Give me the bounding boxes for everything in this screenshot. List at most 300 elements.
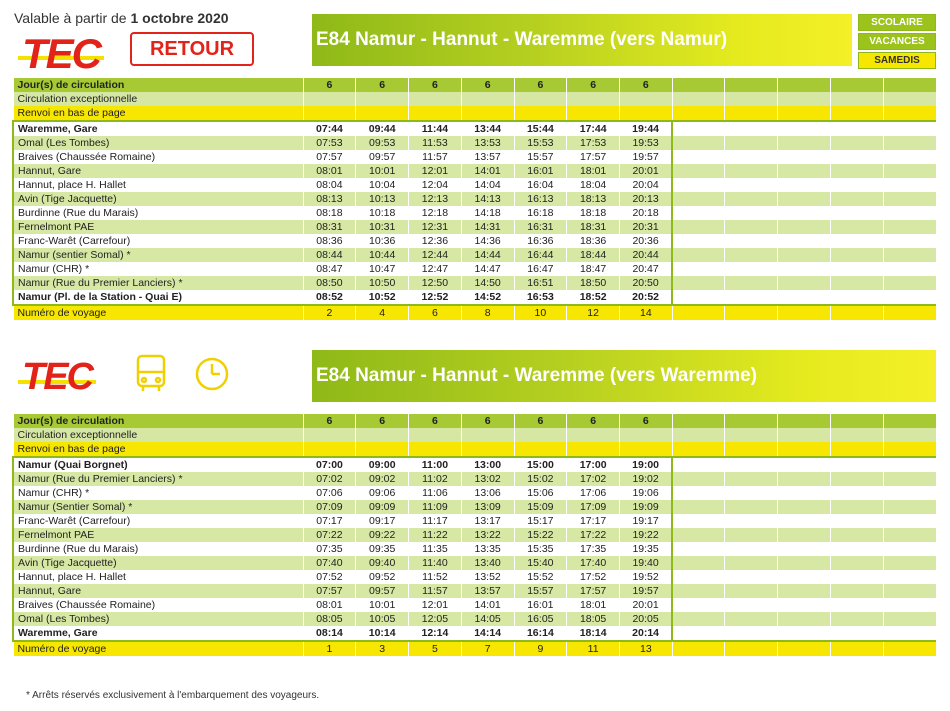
empty-cell xyxy=(778,248,831,262)
empty-cell xyxy=(883,178,936,192)
departure-time: 08:13 xyxy=(303,192,356,206)
stop-row xyxy=(13,598,936,612)
departure-time: 15:35 xyxy=(514,542,567,556)
departure-time: 12:01 xyxy=(409,164,462,178)
header-cell xyxy=(409,92,462,106)
stop-name: Braives (Chaussée Romaine) xyxy=(13,598,303,612)
empty-cell xyxy=(830,626,883,641)
departure-time: 13:22 xyxy=(461,528,514,542)
departure-time: 18:04 xyxy=(567,178,620,192)
empty-cell xyxy=(883,528,936,542)
empty-cell xyxy=(883,121,936,136)
stop-row xyxy=(13,500,936,514)
departure-time: 18:18 xyxy=(567,206,620,220)
departure-time: 09:06 xyxy=(356,486,409,500)
stop-row xyxy=(13,528,936,542)
header-cell xyxy=(303,92,356,106)
empty-cell xyxy=(725,248,778,262)
stop-name: Namur (Rue du Premier Lanciers) * xyxy=(13,472,303,486)
empty-cell xyxy=(778,164,831,178)
empty-cell xyxy=(883,206,936,220)
empty-cell xyxy=(830,428,883,442)
empty-cell xyxy=(830,234,883,248)
empty-cell xyxy=(672,220,725,234)
departure-time: 14:36 xyxy=(461,234,514,248)
empty-cell xyxy=(672,472,725,486)
departure-time: 07:53 xyxy=(303,136,356,150)
departure-time: 13:06 xyxy=(461,486,514,500)
empty-cell xyxy=(830,136,883,150)
empty-cell xyxy=(725,192,778,206)
stop-name: Hannut, place H. Hallet xyxy=(13,178,303,192)
departure-time: 16:31 xyxy=(514,220,567,234)
empty-cell xyxy=(883,626,936,641)
empty-cell xyxy=(830,78,883,92)
empty-cell xyxy=(830,305,883,320)
empty-cell xyxy=(830,528,883,542)
departure-time: 20:14 xyxy=(619,626,672,641)
departure-time: 10:44 xyxy=(356,248,409,262)
stop-row xyxy=(13,234,936,248)
departure-time: 08:47 xyxy=(303,262,356,276)
empty-cell xyxy=(778,234,831,248)
departure-time: 10:01 xyxy=(356,598,409,612)
departure-time: 13:17 xyxy=(461,514,514,528)
empty-cell xyxy=(830,164,883,178)
departure-time: 10:31 xyxy=(356,220,409,234)
timetable-to-namur xyxy=(12,78,936,320)
departure-time: 12:50 xyxy=(409,276,462,290)
departure-time: 07:44 xyxy=(303,121,356,136)
empty-cell xyxy=(883,276,936,290)
empty-cell xyxy=(778,584,831,598)
departure-time: 13:57 xyxy=(461,584,514,598)
empty-cell xyxy=(778,92,831,106)
departure-time: 11:57 xyxy=(409,584,462,598)
departure-time: 19:57 xyxy=(619,150,672,164)
stop-row xyxy=(13,542,936,556)
empty-cell xyxy=(778,136,831,150)
empty-cell xyxy=(725,220,778,234)
stop-row xyxy=(13,164,936,178)
departure-time: 13:40 xyxy=(461,556,514,570)
stop-name: Avin (Tige Jacquette) xyxy=(13,556,303,570)
departure-time: 11:02 xyxy=(409,472,462,486)
stop-row xyxy=(13,178,936,192)
header-row xyxy=(13,92,936,106)
departure-time: 09:02 xyxy=(356,472,409,486)
departure-time: 07:57 xyxy=(303,584,356,598)
departure-time: 19:09 xyxy=(619,500,672,514)
empty-cell xyxy=(725,262,778,276)
departure-time: 14:44 xyxy=(461,248,514,262)
empty-cell xyxy=(830,414,883,428)
empty-cell xyxy=(830,486,883,500)
departure-time: 16:44 xyxy=(514,248,567,262)
departure-time: 13:35 xyxy=(461,542,514,556)
departure-time: 18:05 xyxy=(567,612,620,626)
voyage-number: 8 xyxy=(461,305,514,320)
departure-time: 08:52 xyxy=(303,290,356,305)
voyage-row xyxy=(13,641,936,656)
departure-time: 12:47 xyxy=(409,262,462,276)
header-cell xyxy=(514,92,567,106)
departure-time: 14:05 xyxy=(461,612,514,626)
departure-time: 11:22 xyxy=(409,528,462,542)
stop-name: Hannut, Gare xyxy=(13,584,303,598)
header-cell xyxy=(619,106,672,121)
row-label: Circulation exceptionnelle xyxy=(13,92,303,106)
legend-scolaire: SCOLAIRE xyxy=(858,14,936,31)
departure-time: 08:01 xyxy=(303,598,356,612)
departure-time: 19:40 xyxy=(619,556,672,570)
empty-cell xyxy=(883,78,936,92)
route-title-banner: E84 Namur - Hannut - Waremme (vers Namur) xyxy=(312,14,852,66)
empty-cell xyxy=(725,472,778,486)
stop-row xyxy=(13,136,936,150)
stop-row xyxy=(13,150,936,164)
departure-time: 12:36 xyxy=(409,234,462,248)
departure-time: 12:18 xyxy=(409,206,462,220)
header-cell xyxy=(356,442,409,457)
departure-time: 19:52 xyxy=(619,570,672,584)
empty-cell xyxy=(830,457,883,472)
departure-time: 08:36 xyxy=(303,234,356,248)
empty-cell xyxy=(672,164,725,178)
departure-time: 20:04 xyxy=(619,178,672,192)
empty-cell xyxy=(778,305,831,320)
departure-time: 18:36 xyxy=(567,234,620,248)
departure-time: 10:18 xyxy=(356,206,409,220)
stop-row xyxy=(13,290,936,305)
stop-name: Namur (Quai Borgnet) xyxy=(13,457,303,472)
empty-cell xyxy=(830,178,883,192)
empty-cell xyxy=(830,106,883,121)
stop-row xyxy=(13,486,936,500)
header-cell xyxy=(461,442,514,457)
empty-cell xyxy=(778,178,831,192)
departure-time: 19:00 xyxy=(619,457,672,472)
empty-cell xyxy=(778,290,831,305)
empty-cell xyxy=(883,612,936,626)
departure-time: 16:18 xyxy=(514,206,567,220)
header-cell xyxy=(303,106,356,121)
row-label: Renvoi en bas de page xyxy=(13,442,303,457)
empty-cell xyxy=(778,150,831,164)
header-cell: 6 xyxy=(514,78,567,92)
departure-time: 16:01 xyxy=(514,598,567,612)
departure-time: 09:22 xyxy=(356,528,409,542)
header-cell xyxy=(303,442,356,457)
empty-cell xyxy=(725,414,778,428)
departure-time: 08:14 xyxy=(303,626,356,641)
departure-time: 10:14 xyxy=(356,626,409,641)
departure-time: 14:52 xyxy=(461,290,514,305)
empty-cell xyxy=(830,92,883,106)
departure-time: 20:36 xyxy=(619,234,672,248)
empty-cell xyxy=(725,514,778,528)
stop-name: Waremme, Gare xyxy=(13,121,303,136)
empty-cell xyxy=(725,106,778,121)
empty-cell xyxy=(725,428,778,442)
empty-cell xyxy=(672,528,725,542)
departure-time: 10:04 xyxy=(356,178,409,192)
empty-cell xyxy=(883,248,936,262)
row-label: Renvoi en bas de page xyxy=(13,106,303,121)
empty-cell xyxy=(725,234,778,248)
empty-cell xyxy=(778,500,831,514)
departure-time: 09:57 xyxy=(356,150,409,164)
empty-cell xyxy=(883,305,936,320)
departure-time: 10:47 xyxy=(356,262,409,276)
departure-time: 08:01 xyxy=(303,164,356,178)
empty-cell xyxy=(672,612,725,626)
header-cell xyxy=(409,428,462,442)
departure-time: 12:44 xyxy=(409,248,462,262)
departure-time: 10:01 xyxy=(356,164,409,178)
departure-time: 09:17 xyxy=(356,514,409,528)
departure-time: 19:17 xyxy=(619,514,672,528)
tec-logo: TEC xyxy=(22,30,100,78)
stop-row xyxy=(13,626,936,641)
header-cell: 6 xyxy=(356,78,409,92)
empty-cell xyxy=(672,234,725,248)
departure-time: 14:18 xyxy=(461,206,514,220)
retour-badge: RETOUR xyxy=(130,32,254,66)
empty-cell xyxy=(672,121,725,136)
empty-cell xyxy=(883,542,936,556)
empty-cell xyxy=(672,192,725,206)
departure-time: 18:13 xyxy=(567,192,620,206)
departure-time: 19:53 xyxy=(619,136,672,150)
header-row xyxy=(13,106,936,121)
departure-time: 12:14 xyxy=(409,626,462,641)
departure-time: 20:52 xyxy=(619,290,672,305)
departure-time: 15:00 xyxy=(514,457,567,472)
header-cell: 6 xyxy=(409,414,462,428)
empty-cell xyxy=(778,626,831,641)
empty-cell xyxy=(883,92,936,106)
departure-time: 11:57 xyxy=(409,150,462,164)
departure-time: 18:14 xyxy=(567,626,620,641)
departure-time: 08:50 xyxy=(303,276,356,290)
departure-time: 15:53 xyxy=(514,136,567,150)
stop-name: Burdinne (Rue du Marais) xyxy=(13,206,303,220)
empty-cell xyxy=(672,641,725,656)
header-cell: 6 xyxy=(514,414,567,428)
stop-name: Namur (CHR) * xyxy=(13,486,303,500)
row-label: Circulation exceptionnelle xyxy=(13,428,303,442)
header-row xyxy=(13,414,936,428)
departure-time: 14:47 xyxy=(461,262,514,276)
stop-name: Namur (Pl. de la Station - Quai E) xyxy=(13,290,303,305)
voyage-number: 9 xyxy=(514,641,567,656)
empty-cell xyxy=(725,556,778,570)
empty-cell xyxy=(830,612,883,626)
voyage-number: 14 xyxy=(619,305,672,320)
stop-name: Fernelmont PAE xyxy=(13,528,303,542)
departure-time: 18:31 xyxy=(567,220,620,234)
voyage-number: 13 xyxy=(619,641,672,656)
departure-time: 15:09 xyxy=(514,500,567,514)
stop-name: Namur (Rue du Premier Lanciers) * xyxy=(13,276,303,290)
departure-time: 16:14 xyxy=(514,626,567,641)
stop-row xyxy=(13,514,936,528)
empty-cell xyxy=(672,500,725,514)
header-cell xyxy=(409,442,462,457)
header-row xyxy=(13,428,936,442)
departure-time: 09:52 xyxy=(356,570,409,584)
departure-time: 15:06 xyxy=(514,486,567,500)
departure-time: 14:31 xyxy=(461,220,514,234)
empty-cell xyxy=(883,556,936,570)
header-cell xyxy=(567,442,620,457)
legend-samedis: SAMEDIS xyxy=(858,52,936,69)
departure-time: 16:36 xyxy=(514,234,567,248)
header-cell xyxy=(409,106,462,121)
empty-cell xyxy=(672,428,725,442)
departure-time: 15:40 xyxy=(514,556,567,570)
empty-cell xyxy=(672,542,725,556)
empty-cell xyxy=(830,598,883,612)
empty-cell xyxy=(672,556,725,570)
empty-cell xyxy=(778,528,831,542)
empty-cell xyxy=(672,457,725,472)
departure-time: 19:35 xyxy=(619,542,672,556)
empty-cell xyxy=(672,150,725,164)
stop-name: Omal (Les Tombes) xyxy=(13,136,303,150)
departure-time: 16:53 xyxy=(514,290,567,305)
header-cell xyxy=(461,92,514,106)
header-cell xyxy=(619,428,672,442)
departure-time: 19:02 xyxy=(619,472,672,486)
departure-time: 14:50 xyxy=(461,276,514,290)
departure-time: 14:01 xyxy=(461,598,514,612)
empty-cell xyxy=(778,556,831,570)
footnote: * Arrêts réservés exclusivement à l'embarquement des voyageurs. xyxy=(26,690,320,701)
empty-cell xyxy=(778,121,831,136)
voyage-number: 6 xyxy=(409,305,462,320)
stop-name: Namur (sentier Somal) * xyxy=(13,248,303,262)
empty-cell xyxy=(830,220,883,234)
empty-cell xyxy=(725,121,778,136)
service-icons xyxy=(134,352,234,394)
header-cell: 6 xyxy=(461,414,514,428)
empty-cell xyxy=(830,641,883,656)
stop-row xyxy=(13,570,936,584)
empty-cell xyxy=(725,612,778,626)
departure-time: 17:06 xyxy=(567,486,620,500)
empty-cell xyxy=(725,92,778,106)
empty-cell xyxy=(778,542,831,556)
stop-name: Avin (Tige Jacquette) xyxy=(13,192,303,206)
departure-time: 09:44 xyxy=(356,121,409,136)
stop-row xyxy=(13,612,936,626)
departure-time: 19:22 xyxy=(619,528,672,542)
departure-time: 12:04 xyxy=(409,178,462,192)
departure-time: 18:01 xyxy=(567,598,620,612)
empty-cell xyxy=(778,414,831,428)
departure-time: 11:52 xyxy=(409,570,462,584)
departure-time: 09:53 xyxy=(356,136,409,150)
empty-cell xyxy=(672,414,725,428)
departure-time: 20:31 xyxy=(619,220,672,234)
empty-cell xyxy=(830,514,883,528)
empty-cell xyxy=(778,514,831,528)
empty-cell xyxy=(778,106,831,121)
departure-time: 15:44 xyxy=(514,121,567,136)
voyage-number: 4 xyxy=(356,305,409,320)
empty-cell xyxy=(725,206,778,220)
header-cell: 6 xyxy=(461,78,514,92)
empty-cell xyxy=(672,305,725,320)
header-cell xyxy=(567,428,620,442)
empty-cell xyxy=(672,106,725,121)
empty-cell xyxy=(672,92,725,106)
departure-time: 14:01 xyxy=(461,164,514,178)
departure-time: 15:52 xyxy=(514,570,567,584)
departure-time: 20:44 xyxy=(619,248,672,262)
empty-cell xyxy=(725,78,778,92)
empty-cell xyxy=(883,500,936,514)
header-cell xyxy=(461,428,514,442)
empty-cell xyxy=(778,641,831,656)
stop-name: Burdinne (Rue du Marais) xyxy=(13,542,303,556)
departure-time: 18:52 xyxy=(567,290,620,305)
stop-name: Namur (CHR) * xyxy=(13,262,303,276)
departure-time: 11:17 xyxy=(409,514,462,528)
empty-cell xyxy=(830,542,883,556)
stop-row xyxy=(13,556,936,570)
departure-time: 15:57 xyxy=(514,150,567,164)
empty-cell xyxy=(830,206,883,220)
departure-time: 11:00 xyxy=(409,457,462,472)
header-cell: 6 xyxy=(619,414,672,428)
empty-cell xyxy=(672,136,725,150)
header-cell: 6 xyxy=(567,414,620,428)
empty-cell xyxy=(778,192,831,206)
departure-time: 14:14 xyxy=(461,626,514,641)
stop-name: Namur (Sentier Somal) * xyxy=(13,500,303,514)
departure-time: 07:57 xyxy=(303,150,356,164)
departure-time: 20:01 xyxy=(619,598,672,612)
departure-time: 08:05 xyxy=(303,612,356,626)
departure-time: 17:35 xyxy=(567,542,620,556)
empty-cell xyxy=(725,290,778,305)
departure-time: 12:31 xyxy=(409,220,462,234)
departure-time: 08:44 xyxy=(303,248,356,262)
stop-row xyxy=(13,472,936,486)
empty-cell xyxy=(672,290,725,305)
empty-cell xyxy=(883,570,936,584)
header-cell: 6 xyxy=(303,78,356,92)
empty-cell xyxy=(883,486,936,500)
empty-cell xyxy=(778,428,831,442)
empty-cell xyxy=(883,150,936,164)
empty-cell xyxy=(830,262,883,276)
empty-cell xyxy=(725,641,778,656)
empty-cell xyxy=(725,528,778,542)
empty-cell xyxy=(778,457,831,472)
departure-time: 10:52 xyxy=(356,290,409,305)
departure-time: 20:01 xyxy=(619,164,672,178)
empty-cell xyxy=(672,178,725,192)
empty-cell xyxy=(672,584,725,598)
empty-cell xyxy=(830,570,883,584)
header-cell xyxy=(303,428,356,442)
empty-cell xyxy=(883,106,936,121)
departure-time: 09:00 xyxy=(356,457,409,472)
